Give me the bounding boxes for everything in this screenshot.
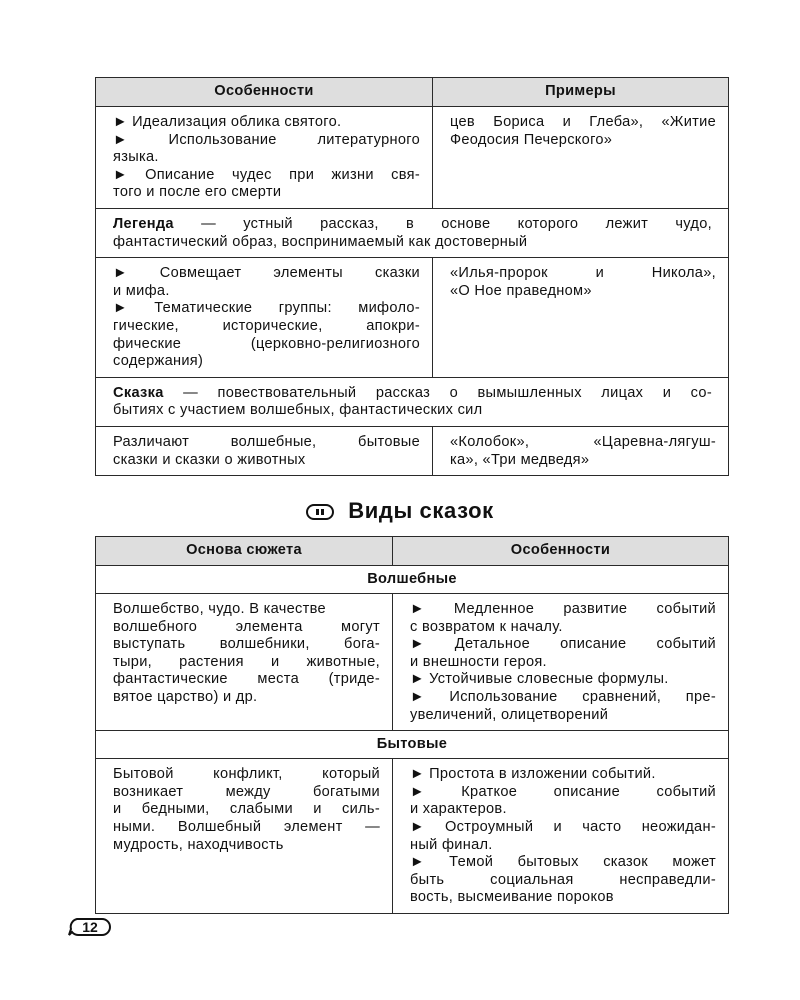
list-line: содержания) <box>113 353 204 370</box>
text-line: Бытовой конфликт, который <box>113 766 380 783</box>
literature-genres-table <box>95 77 729 476</box>
text-line: фантастические места (триде- <box>113 671 380 688</box>
list-line: ► Описание чудес при жизни свя- <box>113 166 420 183</box>
group-header-row <box>96 731 729 759</box>
text-line: тыри, растения и животные, <box>113 653 380 670</box>
list-line: ► Медленное развитие событий <box>410 601 716 617</box>
list-line: сказки и сказки о животных <box>113 451 306 468</box>
list-line: ► Совмещает элементы сказки <box>113 265 420 282</box>
list-line: гические, исторические, апокри- <box>113 317 420 334</box>
tale-types-table <box>95 536 729 914</box>
page-number-text: 12 <box>82 919 98 935</box>
list-line: ► Простота в изложении событий. <box>410 766 656 783</box>
examples-cell <box>433 258 729 378</box>
text-line: Волшебство, чудо. В качестве <box>113 601 326 617</box>
term-tale: Сказка <box>113 384 164 401</box>
list-line: ► Краткое описание событий <box>410 783 716 800</box>
list-line: ► Устойчивые словесные формулы. <box>410 671 669 688</box>
group-title-everyday: Бытовые <box>96 731 729 759</box>
list-line: ► Остроумный и часто неожидан- <box>410 818 716 835</box>
list-line: языка. <box>113 149 159 166</box>
group-header-row <box>96 566 729 594</box>
list-line: и внешности героя. <box>410 653 547 670</box>
legend-definition-cell <box>96 208 729 257</box>
list-line: ► Использование литературного <box>113 131 420 148</box>
example-line: ка», «Три медведя» <box>450 451 590 468</box>
list-line: ► Использование сравнений, пре- <box>410 688 716 705</box>
list-line: ► Темой бытовых сказок может <box>410 854 716 871</box>
example-line: «Илья-пророк и Никола», <box>450 265 716 282</box>
table-header-row <box>96 537 729 566</box>
definition-row <box>96 208 729 257</box>
example-line: Феодосия Печерского» <box>450 131 613 148</box>
example-line: цев Бориса и Глеба», «Житие <box>450 114 716 130</box>
pause-pill-icon <box>306 504 334 520</box>
list-line: и характеров. <box>410 801 507 818</box>
features-cell <box>393 594 729 731</box>
text-line: возникает между богатыми <box>113 783 380 800</box>
plot-cell <box>96 759 393 914</box>
column-header-features: Особенности <box>393 537 729 566</box>
column-header-features: Особенности <box>96 78 433 107</box>
table-row <box>96 426 729 475</box>
example-line: «О Ное праведном» <box>450 282 592 299</box>
features-cell <box>96 258 433 378</box>
text-line: вятое царство) и др. <box>113 688 258 705</box>
text-line: выступать волшебники, бога- <box>113 636 380 653</box>
text-line: ными. Волшебный элемент — <box>113 818 380 835</box>
text-line: волшебного элемента могут <box>113 618 380 635</box>
list-line: ный финал. <box>410 836 493 853</box>
list-line: того и после его смерти <box>113 184 282 201</box>
definition-text: — повествовательный рассказ о вымышленных лицах и со- <box>163 384 712 401</box>
table-row <box>96 594 729 731</box>
tale-definition-cell <box>96 377 729 426</box>
list-line: и мифа. <box>113 282 170 299</box>
definition-text: — устный рассказ, в основе которого лежит чудо, <box>173 215 712 232</box>
list-line: ► Идеализация облика святого. <box>113 114 342 130</box>
column-header-examples: Примеры <box>433 78 729 107</box>
page-number-badge <box>68 916 112 938</box>
examples-cell <box>433 107 729 209</box>
features-cell <box>96 426 433 475</box>
column-header-plot-basis: Основа сюжета <box>96 537 393 566</box>
list-line: увеличений, олицетворений <box>410 706 609 723</box>
definition-text-line2: бытиях с участием волшебных, фантастических сил <box>113 402 483 419</box>
list-line: с возвратом к началу. <box>410 618 563 635</box>
features-cell <box>96 107 433 209</box>
group-title-magic: Волшебные <box>96 566 729 594</box>
table-row <box>96 759 729 914</box>
section-heading <box>0 497 800 525</box>
text-line: мудрость, находчивость <box>113 836 284 853</box>
plot-cell <box>96 594 393 731</box>
term-legend: Легенда <box>113 215 174 232</box>
list-line: ► Тематические группы: мифоло- <box>113 300 420 317</box>
list-line: вость, высмеивание пороков <box>410 889 614 906</box>
example-line: «Колобок», «Царевна-лягуш- <box>450 433 716 450</box>
list-line: фические (церковно-религиозного <box>113 335 420 352</box>
definition-row <box>96 377 729 426</box>
features-cell <box>393 759 729 914</box>
table-row <box>96 107 729 209</box>
list-line: ► Детальное описание событий <box>410 636 716 653</box>
section-title-text: Виды сказок <box>348 498 494 523</box>
definition-text-line2: фантастический образ, воспринимаемый как достоверный <box>113 233 528 250</box>
list-line: Различают волшебные, бытовые <box>113 433 420 450</box>
examples-cell <box>433 426 729 475</box>
table-row <box>96 258 729 378</box>
text-line: и бедными, слабыми и силь- <box>113 801 380 818</box>
list-line: быть социальная несправедли- <box>410 871 716 888</box>
table-header-row <box>96 78 729 107</box>
